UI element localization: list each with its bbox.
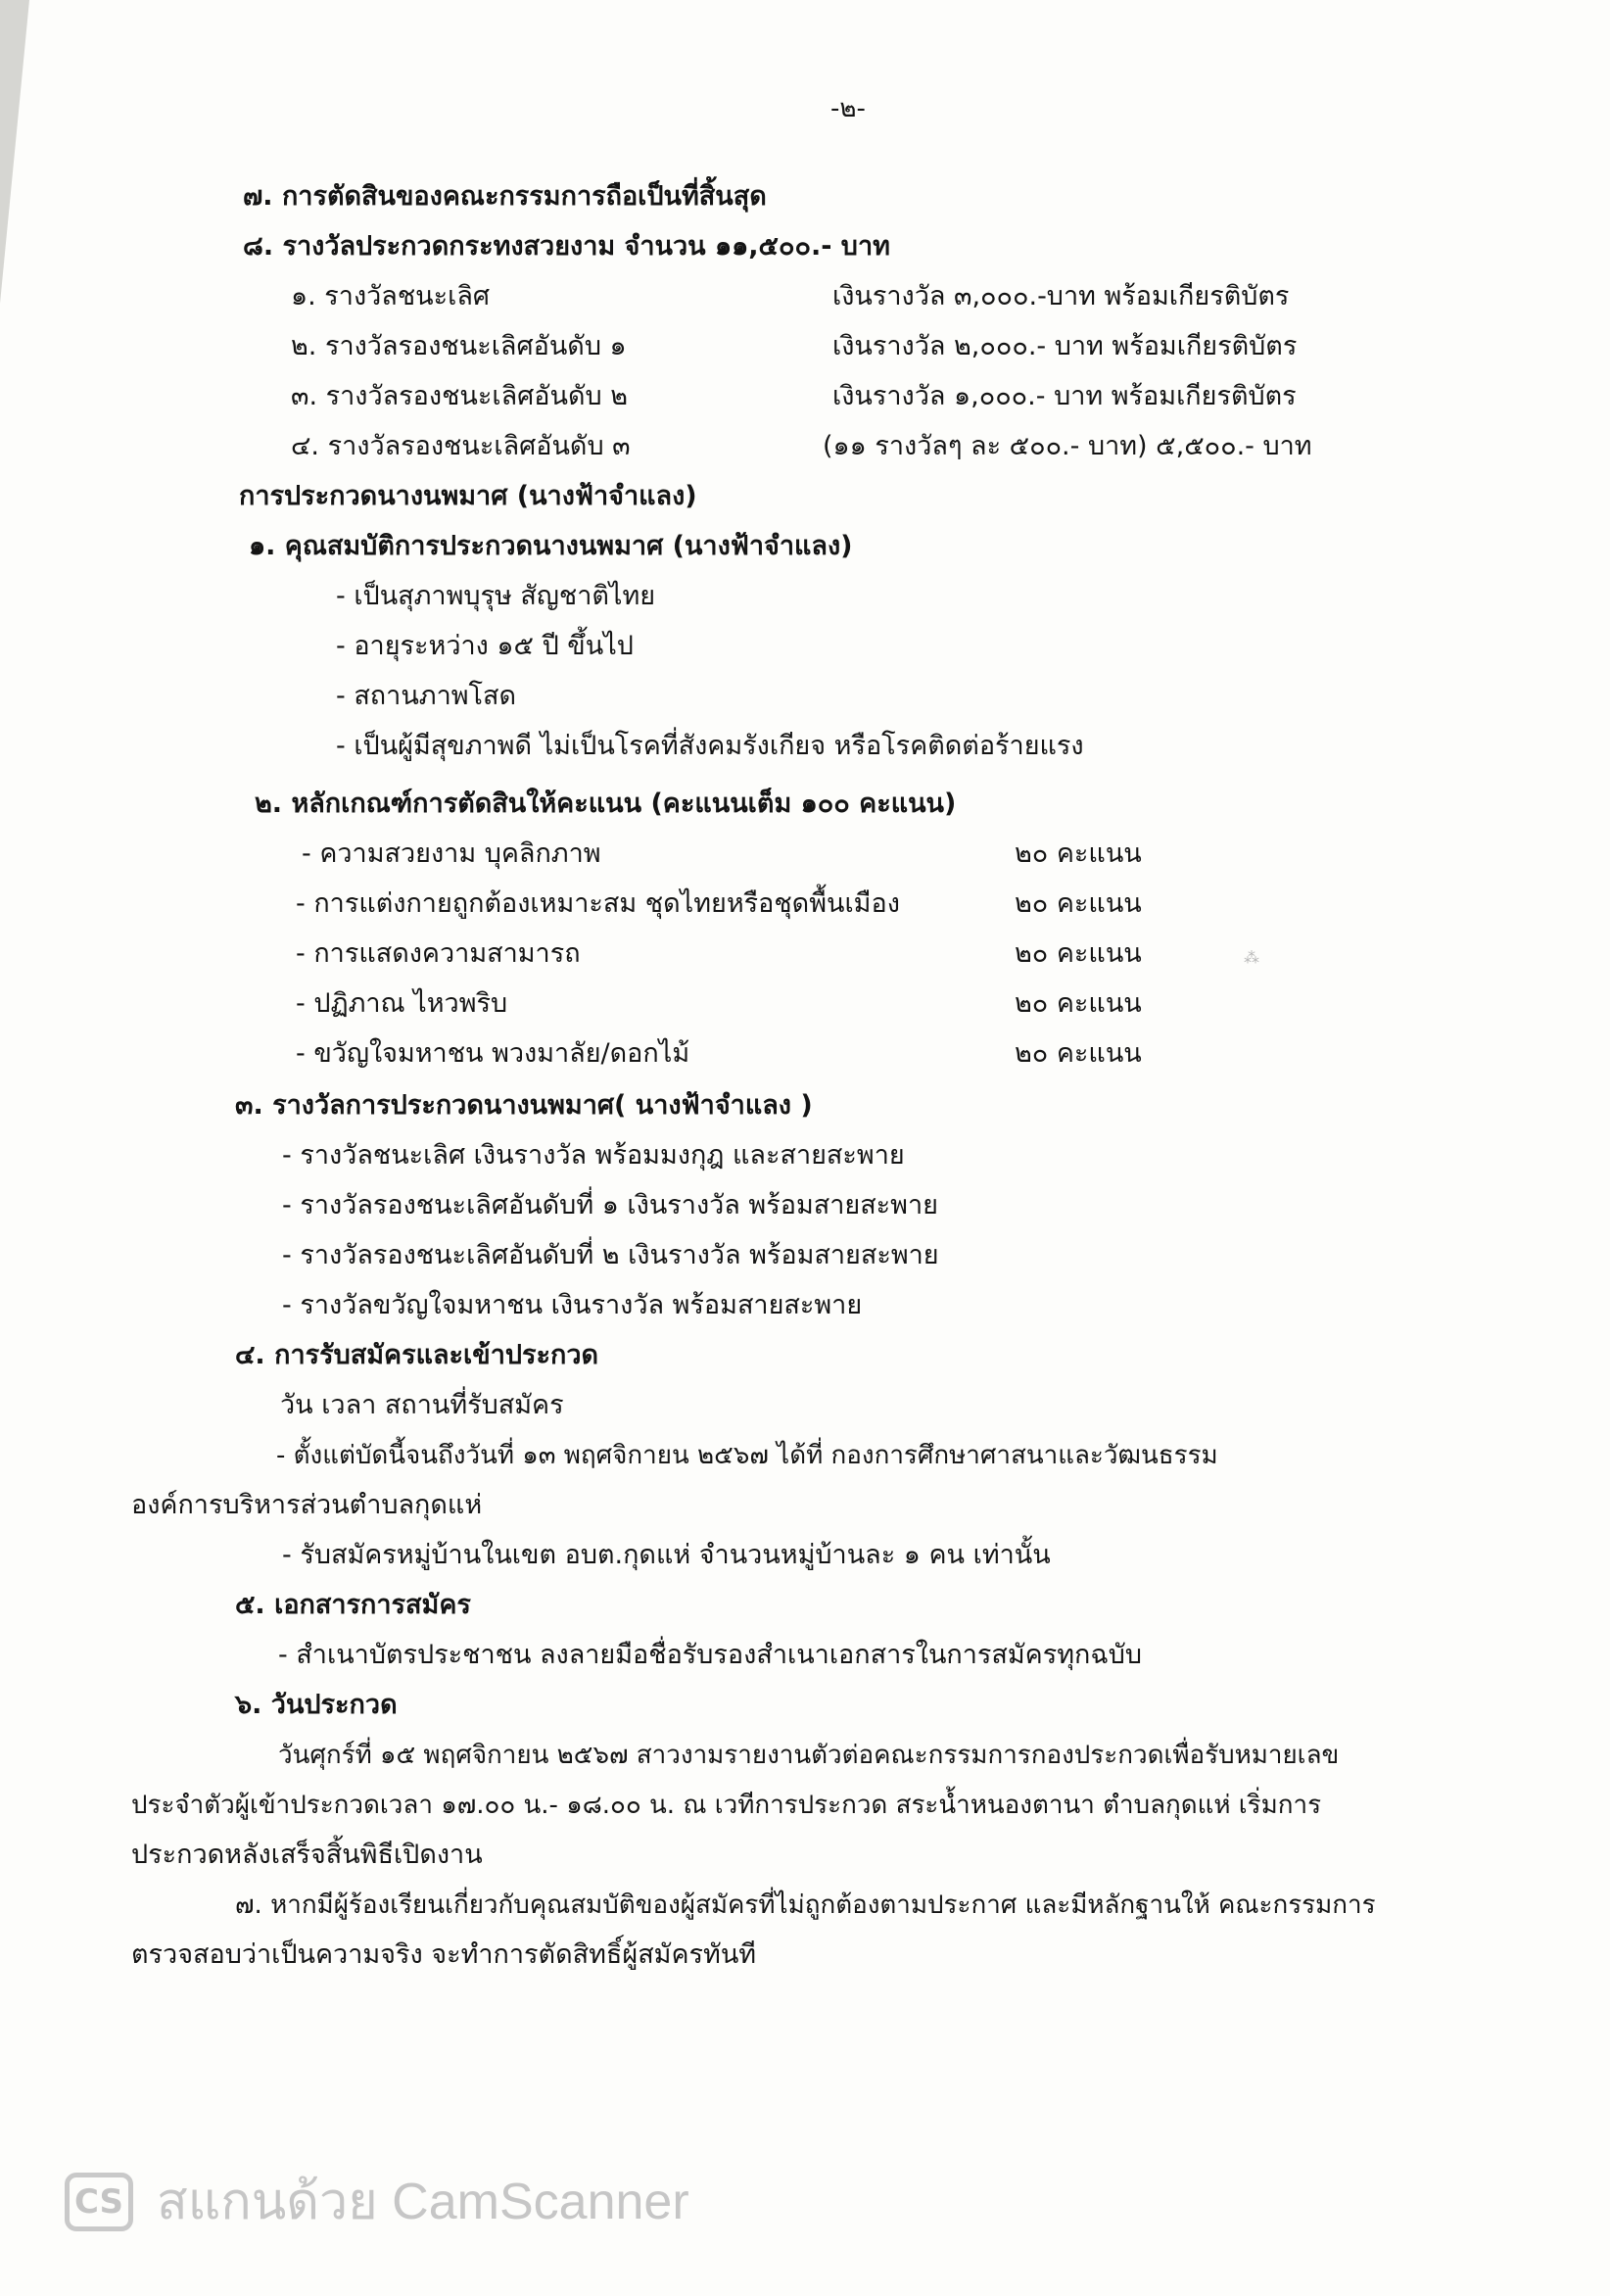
doc-line: ๗. หากมีผู้ร้องเรียนเกี่ยวกับคุณสมบัติของผู้สมัครที่ไม่ถูกต้องตามประกาศ และมีหลักฐานให้ คณะกรรมการ: [235, 1890, 1376, 1920]
score-value: ๒๐ คะแนน: [1015, 888, 1142, 919]
doc-line: - เป็นสุภาพบุรุษ สัญชาติไทย: [336, 581, 656, 611]
section-heading: การประกวดนางนพมาศ (นางฟ้าจำแลง): [239, 481, 697, 511]
doc-line: ๔. การรับสมัครและเข้าประกวด: [235, 1340, 599, 1370]
doc-line: ๑. รางวัลชนะเลิศ: [291, 281, 491, 311]
doc-line: วันศุกร์ที่ ๑๕ พฤศจิกายน ๒๕๖๗ สาวงามรายงานตัวต่อคณะกรรมการกองประกวดเพื่อรับหมายเลข: [278, 1741, 1340, 1770]
doc-line: (๑๑ รางวัลๆ ละ ๕๐๐.- บาท) ๕,๕๐๐.- บาท: [823, 431, 1312, 461]
doc-line: เงินรางวัล ๑,๐๐๐.- บาท พร้อมเกียรติบัตร: [832, 381, 1297, 411]
doc-line: ๘. รางวัลประกวดกระทงสวยงาม จำนวน ๑๑,๕๐๐.- บาท: [243, 231, 890, 262]
doc-line: ๑. คุณสมบัติการประกวดนางนพมาศ (นางฟ้าจำแลง): [249, 531, 853, 561]
score-value: ๒๐ คะแนน: [1015, 1038, 1142, 1069]
doc-line: ประจำตัวผู้เข้าประกวดเวลา ๑๗.๐๐ น.- ๑๘.๐๐ น. ณ เวทีการประกวด สระน้ำหนองตานา ตำบลกุดแห่ เริ่มการ: [131, 1791, 1322, 1820]
doc-line: ตรวจสอบว่าเป็นความจริง จะทำการตัดสิทธิ์ผู้สมัครทันที: [131, 1939, 757, 1970]
doc-line: - การแต่งกายถูกต้องเหมาะสม ชุดไทยหรือชุดพื้นเมือง: [296, 888, 900, 919]
doc-line: - อายุระหว่าง ๑๕ ปี ขึ้นไป: [336, 631, 634, 661]
doc-line: - สำเนาบัตรประชาชน ลงลายมือชื่อรับรองสำเนาเอกสารในการสมัครทุกฉบับ: [278, 1640, 1143, 1670]
doc-line: - ตั้งแต่บัดนี้จนถึงวันที่ ๑๓ พฤศจิกายน ๒๕๖๗ ได้ที่ กองการศึกษาศาสนาและวัฒนธรรม: [276, 1441, 1218, 1470]
doc-line: ๓. รางวัลรองชนะเลิศอันดับ ๒: [291, 381, 628, 411]
doc-line: ๒. รางวัลรองชนะเลิศอันดับ ๑: [291, 331, 627, 361]
doc-line: - การแสดงความสามารถ: [296, 938, 581, 969]
doc-line: - รางวัลรองชนะเลิศอันดับที่ ๒ เงินรางวัล พร้อมสายสะพาย: [282, 1240, 939, 1270]
doc-line: - สถานภาพโสด: [336, 681, 517, 711]
doc-line: ๔. รางวัลรองชนะเลิศอันดับ ๓: [291, 431, 631, 461]
score-value: ๒๐ คะแนน: [1015, 988, 1142, 1019]
score-value: ๒๐ คะแนน: [1015, 838, 1142, 869]
score-value: ๒๐ คะแนน: [1015, 938, 1142, 969]
doc-line: - รางวัลรองชนะเลิศอันดับที่ ๑ เงินรางวัล พร้อมสายสะพาย: [282, 1190, 938, 1220]
doc-line: วัน เวลา สถานที่รับสมัคร: [280, 1390, 564, 1420]
camscanner-watermark: สแกนด้วย CamScanner: [157, 2174, 689, 2230]
doc-line: - รางวัลชนะเลิศ เงินรางวัล พร้อมมงกุฎ และสายสะพาย: [282, 1140, 905, 1171]
doc-line: เงินรางวัล ๓,๐๐๐.-บาท พร้อมเกียรติบัตร: [832, 281, 1290, 311]
doc-line: ๕. เอกสารการสมัคร: [235, 1590, 471, 1620]
doc-line: ๒. หลักเกณฑ์การตัดสินให้คะแนน (คะแนนเต็ม ๑๐๐ คะแนน): [255, 789, 957, 819]
doc-line: ๓. รางวัลการประกวดนางนพมาศ( นางฟ้าจำแลง ): [235, 1090, 813, 1121]
doc-line: ประกวดหลังเสร็จสิ้นพิธีเปิดงาน: [131, 1840, 483, 1870]
doc-line: - รางวัลขวัญใจมหาชน เงินรางวัล พร้อมสายสะพาย: [282, 1290, 863, 1320]
camscanner-logo-icon: CS: [65, 2173, 133, 2231]
doc-line: เงินรางวัล ๒,๐๐๐.- บาท พร้อมเกียรติบัตร: [832, 331, 1298, 361]
doc-line: องค์การบริหารส่วนตำบลกุดแห่: [131, 1490, 483, 1520]
doc-line: - ขวัญใจมหาชน พวงมาลัย/ดอกไม้: [296, 1038, 690, 1069]
scan-artifact: ⁂: [1244, 948, 1259, 967]
page-number: -๒-: [830, 94, 866, 123]
doc-line: - ความสวยงาม บุคลิกภาพ: [302, 838, 601, 869]
doc-line: - ปฏิภาณ ไหวพริบ: [296, 988, 508, 1019]
doc-line: - รับสมัครหมู่บ้านในเขต อบต.กุดแห่ จำนวนหมู่บ้านละ ๑ คน เท่านั้น: [282, 1540, 1051, 1570]
doc-line: ๗. การตัดสินของคณะกรรมการถือเป็นที่สิ้นสุด: [243, 181, 767, 212]
doc-line: - เป็นผู้มีสุขภาพดี ไม่เป็นโรคที่สังคมรังเกียจ หรือโรคติดต่อร้ายแรง: [336, 731, 1084, 761]
doc-line: ๖. วันประกวด: [235, 1690, 398, 1720]
